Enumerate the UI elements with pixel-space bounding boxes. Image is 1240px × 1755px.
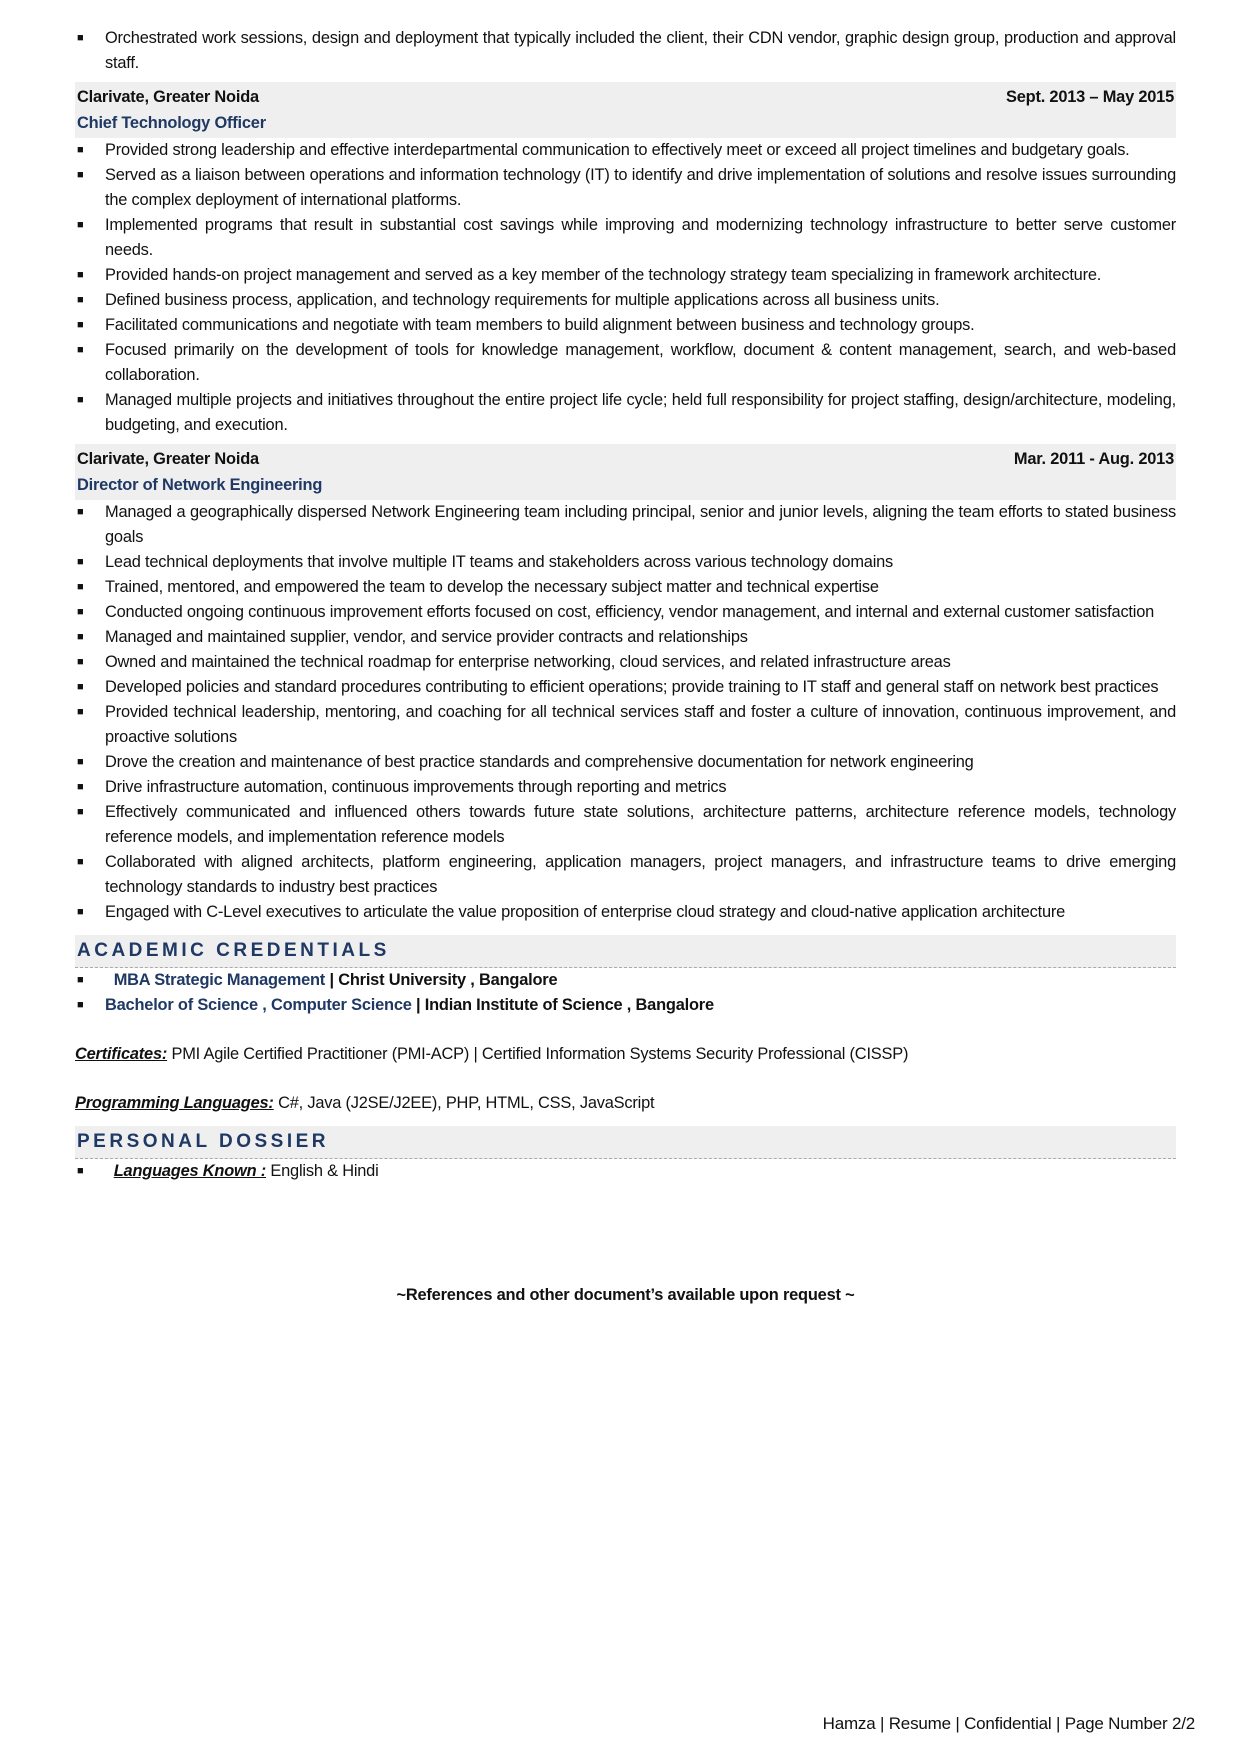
bullet-icon: ■ (77, 806, 84, 818)
list-item (75, 675, 1176, 700)
bullet-icon: ■ (77, 906, 84, 918)
list-item (75, 900, 1176, 925)
list-item (75, 750, 1176, 775)
list-item (75, 263, 1176, 288)
bullet-text: Engaged with C-Level executives to articulate the value proposition of enterprise cloud strategy and cloud-native application architecture (105, 903, 1066, 921)
academic-heading: ACADEMIC CREDENTIALS (75, 935, 1176, 968)
bullet-text: Trained, mentored, and empowered the team to develop the necessary subject matter and technical expertise (105, 578, 879, 596)
education-item (75, 968, 1176, 993)
bullet-icon: ■ (77, 681, 84, 693)
list-item (75, 26, 1176, 76)
bullet-icon: ■ (77, 856, 84, 868)
personal-heading: PERSONAL DOSSIER (75, 1126, 1176, 1159)
bullet-icon: ■ (77, 999, 84, 1011)
certificates-value: PMI Agile Certified Practitioner (PMI-ACP) | Certified Information Systems Security Professional (CISSP) (171, 1045, 909, 1063)
bullet-text: Drove the creation and maintenance of best practice standards and comprehensive documentation for network engineering (105, 753, 974, 771)
job-row (77, 446, 1174, 472)
list-item (75, 213, 1176, 263)
bullet-icon: ■ (77, 756, 84, 768)
bullet-text: Developed policies and standard procedures contributing to efficient operations; provide training to IT staff and general staff on network best practices (105, 678, 1159, 696)
bullet-text: Provided hands-on project management and served as a key member of the technology strategy team specializing in framework architecture. (105, 266, 1102, 284)
bullet-icon: ■ (77, 606, 84, 618)
job-header (75, 82, 1176, 138)
bullet-text: Lead technical deployments that involve multiple IT teams and stakeholders across various technology domains (105, 553, 894, 571)
job-title: Director of Network Engineering (77, 476, 323, 494)
bullet-text: Collaborated with aligned architects, platform engineering, application managers, project managers, and infrastructure teams to drive emerging technology standards to industry best practices (105, 853, 1176, 896)
bullet-icon: ■ (77, 32, 84, 44)
list-item (75, 700, 1176, 750)
bullet-text: Defined business process, application, and technology requirements for multiple applications across all business units. (105, 291, 940, 309)
references-note: ~References and other document’s available upon request ~ (396, 1286, 855, 1304)
bullet-icon: ■ (77, 781, 84, 793)
bullet-text: Provided strong leadership and effective interdepartmental communication to effectively meet or exceed all project timelines and budgetary goals. (105, 141, 1130, 159)
bullet-icon: ■ (77, 219, 84, 231)
separator: | (416, 996, 421, 1014)
bullet-icon: ■ (77, 144, 84, 156)
bullet-icon: ■ (77, 319, 84, 331)
bullet-icon: ■ (77, 974, 84, 986)
list-item (75, 650, 1176, 675)
bullet-text: Orchestrated work sessions, design and deployment that typically included the client, their CDN vendor, graphic design group, production and approval staff. (105, 29, 1176, 72)
bullet-text: Managed a geographically dispersed Network Engineering team including principal, senior and junior levels, aligning the team efforts to stated business goals (105, 503, 1176, 546)
list-item (75, 850, 1176, 900)
bullet-icon: ■ (77, 631, 84, 643)
bullet-icon: ■ (77, 506, 84, 518)
languages-item (75, 1159, 1176, 1184)
degree: MBA Strategic Management (113, 971, 326, 989)
list-item (75, 388, 1176, 438)
top-bullet-list (75, 26, 1176, 76)
separator: | (329, 971, 334, 989)
bullet-text: Managed multiple projects and initiatives throughout the entire project life cycle; held full responsibility for project staffing, design/architecture, modeling, budgeting, and execution. (105, 391, 1176, 434)
programming-languages (75, 1091, 1176, 1116)
bullet-text: Implemented programs that result in substantial cost savings while improving and modernizing technology infrastructure to better serve customer needs. (105, 216, 1176, 259)
bullet-text: Owned and maintained the technical roadmap for enterprise networking, cloud services, and related infrastructure areas (105, 653, 951, 671)
job-bullets (75, 138, 1176, 438)
job-row (77, 84, 1174, 110)
bullet-text: Focused primarily on the development of tools for knowledge management, workflow, document & content management, search, and web-based collaboration. (105, 341, 1176, 384)
bullet-icon: ■ (77, 556, 84, 568)
degree: Bachelor of Science , Computer Science (105, 996, 412, 1014)
bullet-icon: ■ (77, 269, 84, 281)
list-item (75, 138, 1176, 163)
list-item (75, 600, 1176, 625)
school: Christ University , Bangalore (338, 971, 558, 989)
bullet-icon: ■ (77, 344, 84, 356)
bullet-text: Effectively communicated and influenced others towards future state solutions, architecture patterns, architecture reference models, technology reference models, and implementation reference models (105, 803, 1176, 846)
list-item (75, 500, 1176, 550)
certificates-label: Certificates: (75, 1045, 168, 1063)
bullet-text: Conducted ongoing continuous improvement efforts focused on cost, efficiency, vendor management, and internal and external customer satisfaction (105, 603, 1155, 621)
list-item (75, 288, 1176, 313)
list-item (75, 550, 1176, 575)
job-title: Chief Technology Officer (77, 114, 266, 132)
list-item (75, 625, 1176, 650)
languages-label: Languages Known : (113, 1162, 267, 1180)
school: Indian Institute of Science , Bangalore (424, 996, 714, 1014)
page-footer: Hamza | Resume | Confidential | Page Number 2/2 (822, 1714, 1195, 1733)
certificates (75, 1042, 1176, 1067)
bullet-text: Served as a liaison between operations and information technology (IT) to identify and drive implementation of solutions and resolve issues surrounding the complex deployment of international platforms. (105, 166, 1176, 209)
bullet-text: Managed and maintained supplier, vendor, and service provider contracts and relationships (105, 628, 748, 646)
bullet-icon: ■ (77, 706, 84, 718)
programming-label: Programming Languages: (75, 1094, 274, 1112)
languages-value: English & Hindi (270, 1162, 379, 1180)
list-item (75, 775, 1176, 800)
job-header (75, 444, 1176, 500)
personal-list (75, 1159, 1176, 1184)
bullet-icon: ■ (77, 169, 84, 181)
list-item (75, 163, 1176, 213)
list-item (75, 313, 1176, 338)
company: Clarivate, Greater Noida (77, 88, 259, 106)
bullet-icon: ■ (77, 294, 84, 306)
bullet-icon: ■ (77, 394, 84, 406)
bullet-icon: ■ (77, 656, 84, 668)
programming-value: C#, Java (J2SE/J2EE), PHP, HTML, CSS, JavaScript (278, 1094, 655, 1112)
job-dates: Mar. 2011 - Aug. 2013 (1013, 450, 1174, 468)
list-item (75, 338, 1176, 388)
company: Clarivate, Greater Noida (77, 450, 259, 468)
bullet-icon: ■ (77, 581, 84, 593)
bullet-icon: ■ (77, 1165, 84, 1177)
job-dates: Sept. 2013 – May 2015 (1005, 88, 1174, 106)
education-item (75, 993, 1176, 1018)
list-item (75, 800, 1176, 850)
bullet-text: Facilitated communications and negotiate with team members to build alignment between business and technology groups. (105, 316, 975, 334)
bullet-text: Provided technical leadership, mentoring, and coaching for all technical services staff and foster a culture of innovation, continuous improvement, and proactive solutions (105, 703, 1176, 746)
list-item (75, 575, 1176, 600)
bullet-text: Drive infrastructure automation, continuous improvements through reporting and metrics (105, 778, 727, 796)
job-bullets (75, 500, 1176, 925)
education-list (75, 968, 1176, 1018)
